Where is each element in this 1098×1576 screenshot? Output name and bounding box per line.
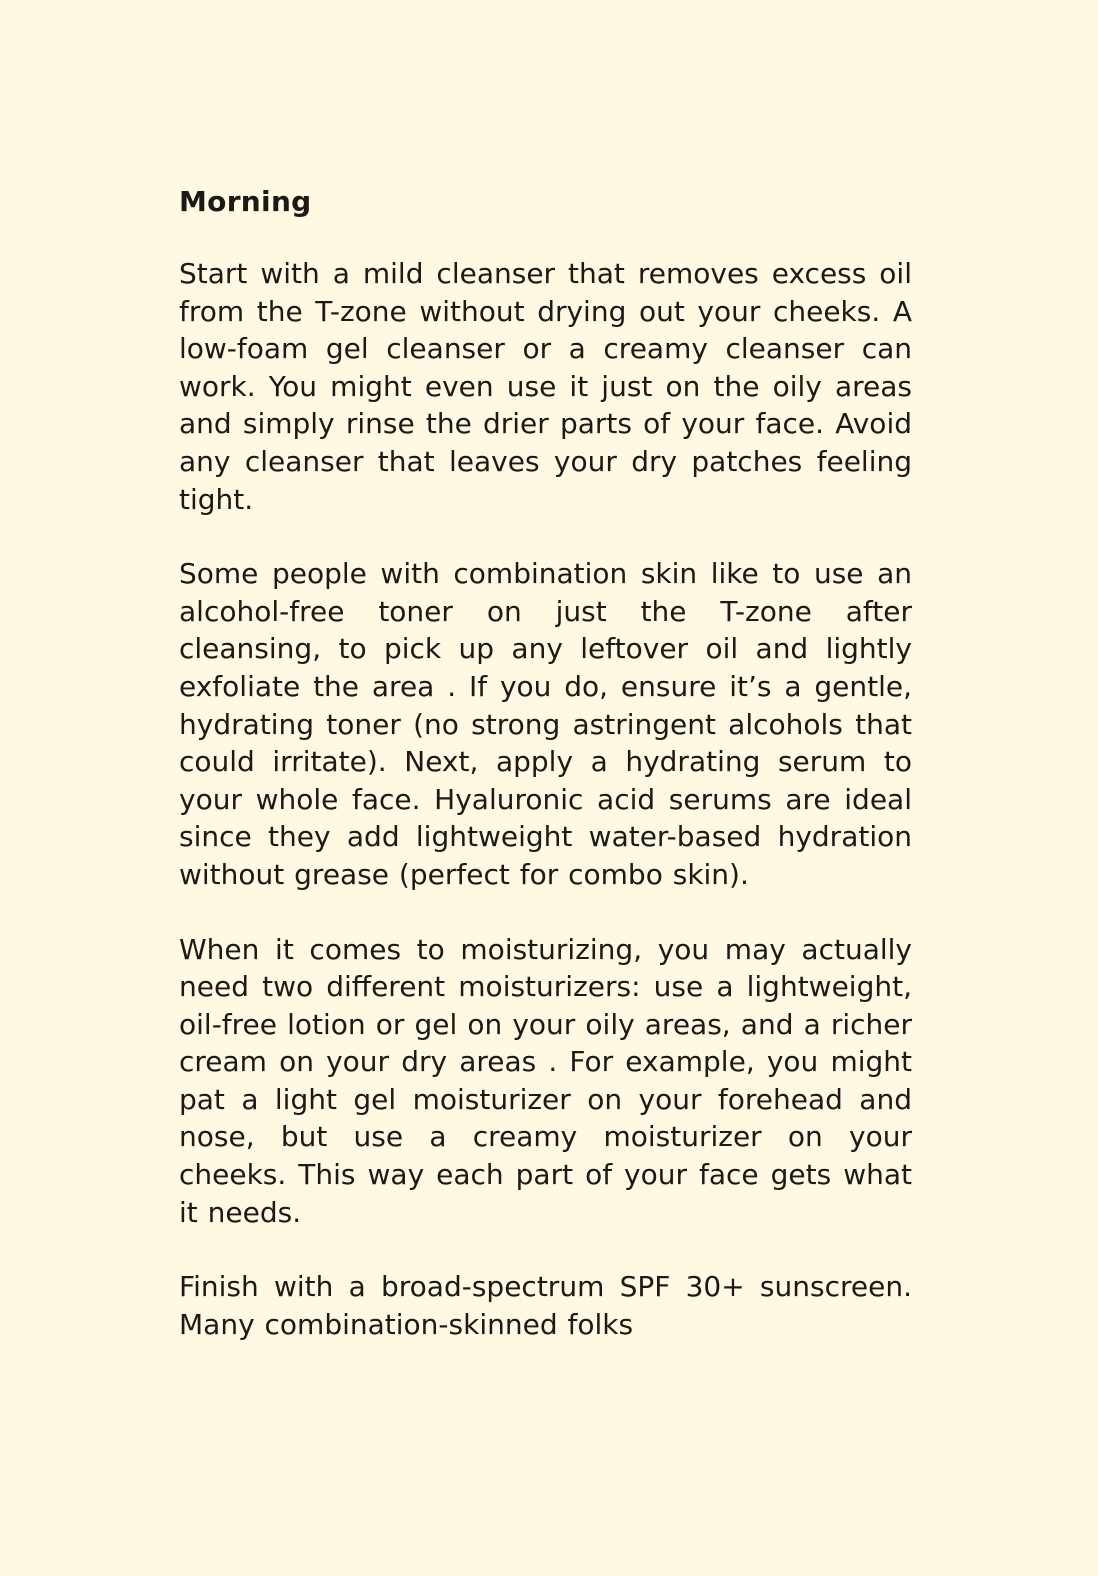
section-heading: Morning bbox=[179, 185, 312, 218]
paragraph-sunscreen: Finish with a broad-spectrum SPF 30+ sunscreen. Many combination-skinned folks bbox=[179, 1270, 912, 1341]
paragraph-toner-serum: Some people with combination skin like to use an alcohol-free toner on just the T-zone after cleansing, to pick up any leftover oil and lightly exfoliate the area . If you do, ensure it’s a gentle, hydrating toner (no strong astringent alcohols that could irritate). Next, apply a hydrating serum to your whole face. Hyaluronic acid serums are ideal since they add lightweight water-based hydration without grease (perfect for combo skin). bbox=[179, 557, 912, 891]
document-page bbox=[179, 180, 912, 1380]
paragraph-cleanser: Start with a mild cleanser that removes excess oil from the T-zone without drying out your cheeks. A low-foam gel cleanser or a creamy cleanser can work. You might even use it just on the oily areas and simply rinse the drier parts of your face. Avoid any cleanser that leaves your dry patches feeling tight. bbox=[179, 257, 912, 516]
paragraph-moisturizer: When it comes to moisturizing, you may actually need two different moisturizers: use a lightweight, oil-free lotion or gel on your oily areas, and a richer cream on your dry areas . For example, you might pat a light gel moisturizer on your forehead and nose, but use a creamy moisturizer on your cheeks. This way each part of your face gets what it needs. bbox=[179, 932, 912, 1229]
